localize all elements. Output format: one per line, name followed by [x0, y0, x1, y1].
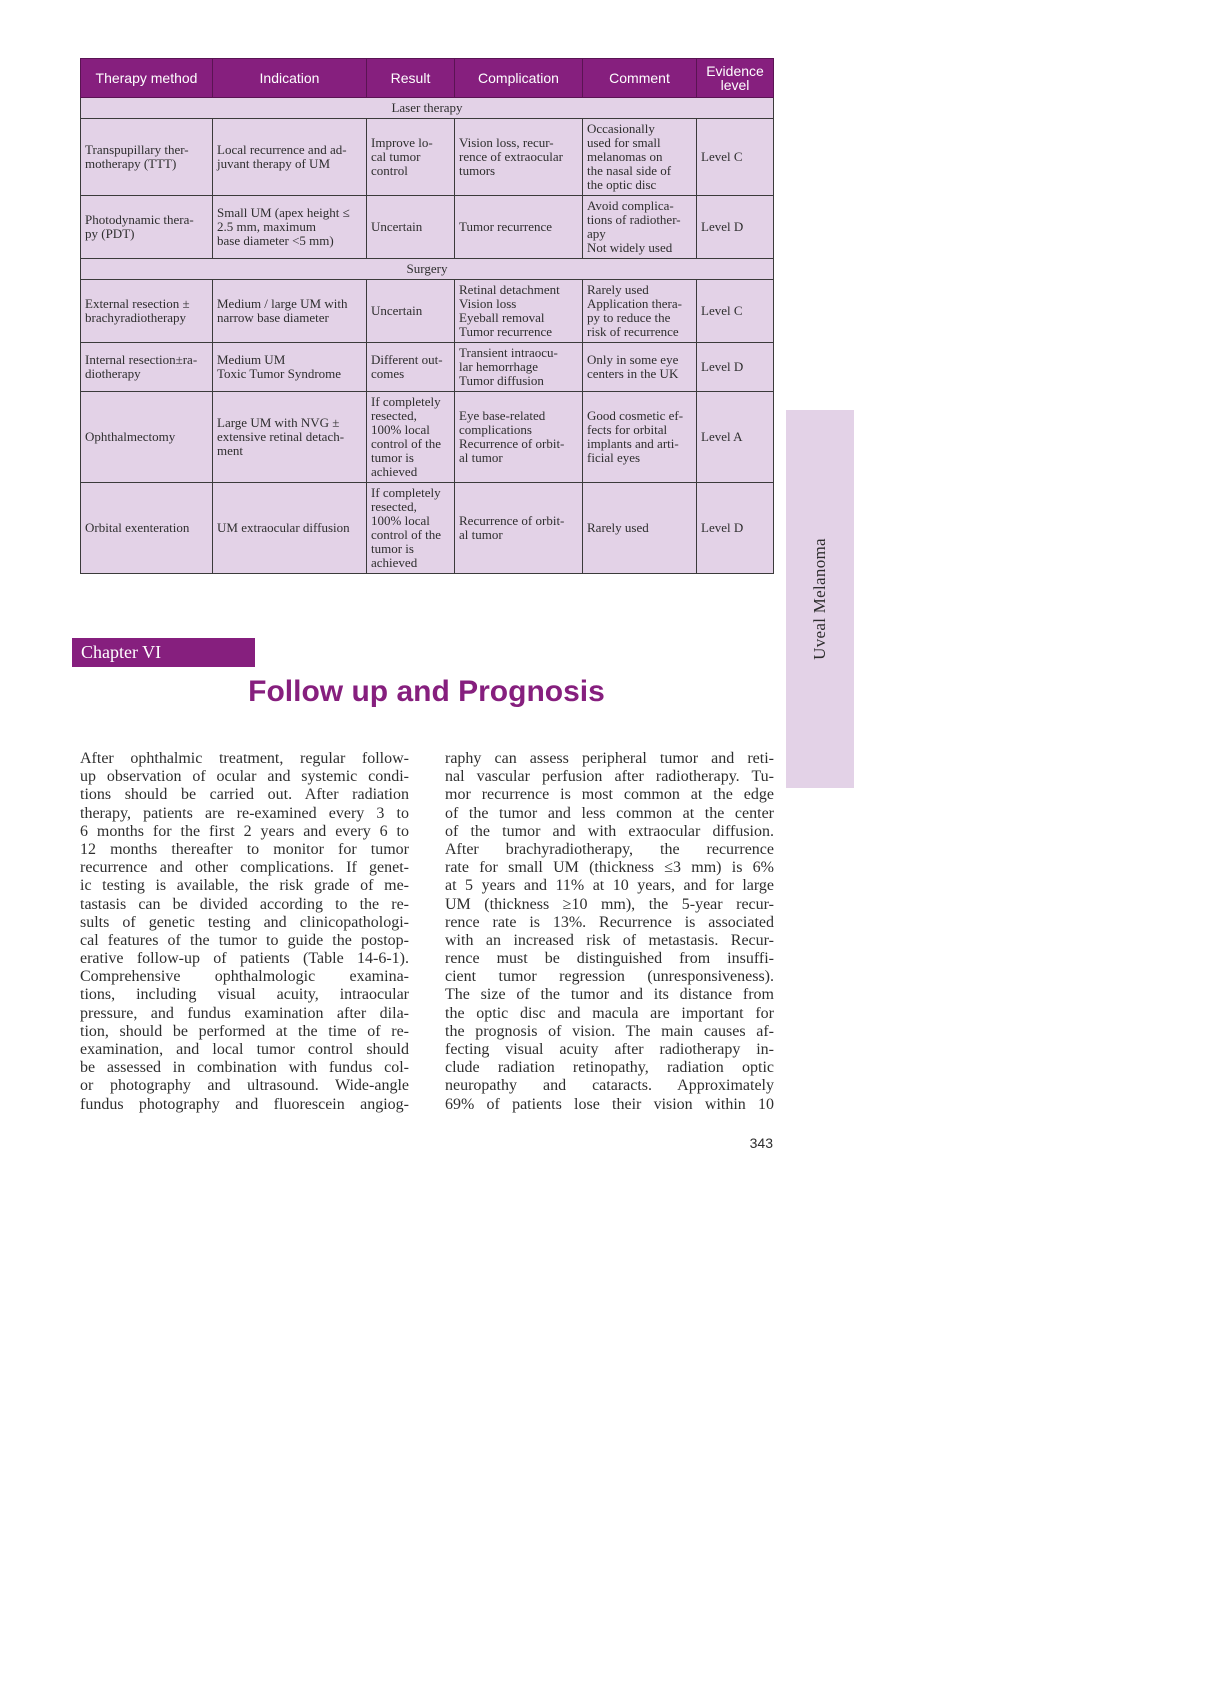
cell-comment [583, 392, 697, 483]
body-text-line: 69% of patients lose their vision within 10 [445, 1095, 774, 1113]
cell-line: lar hemorrhage [459, 359, 539, 374]
table-row [81, 483, 774, 574]
cell-line: Application thera- [587, 296, 682, 311]
cell-comment [583, 196, 697, 259]
cell-line: External resection ± [85, 296, 190, 311]
cell-line: If completely [371, 485, 441, 500]
cell-line: Level D [701, 520, 744, 535]
cell-line: achieved [371, 464, 418, 479]
cell-line: al tumor [459, 527, 503, 542]
cell-line: Level D [701, 219, 744, 234]
body-text-line: raphy can assess peripheral tumor and reti- [445, 750, 774, 767]
cell-line: Uncertain [371, 303, 423, 318]
body-text-line: cient tumor regression (unresponsiveness). [445, 968, 774, 986]
cell-line: UM extraocular diffusion [217, 520, 350, 535]
cell-line: 100% local [371, 422, 430, 437]
cell-line: Occasionally [587, 121, 655, 136]
body-text-line: fecting visual acuity after radiotherapy in- [445, 1041, 774, 1058]
cell-line: tumor is [371, 541, 414, 556]
cell-line: tumors [459, 163, 496, 178]
cell-complication [455, 483, 583, 574]
cell-line: ficial eyes [587, 450, 641, 465]
cell-line: Photodynamic thera- [85, 212, 194, 227]
cell-line: Avoid complica- [587, 198, 674, 213]
cell-indication [213, 392, 367, 483]
cell-line: Recurrence of orbit- [459, 436, 565, 451]
cell-line: the optic disc [587, 177, 657, 192]
body-text-line: at 5 years and 11% at 10 years, and for large [445, 877, 774, 895]
cell-line: al tumor [459, 450, 503, 465]
cell-result [367, 483, 455, 574]
cell-comment [583, 280, 697, 343]
cell-line: Eyeball removal [459, 310, 545, 325]
cell-line: motherapy (TTT) [85, 156, 177, 171]
cell-line: tumor is [371, 450, 414, 465]
cell-evidence-level [697, 119, 774, 196]
cell-line: diotherapy [85, 366, 141, 381]
cell-line: apy [587, 226, 606, 241]
body-text-line: The size of the tumor and its distance from [445, 986, 774, 1004]
body-text-line: rence must be distinguished from insuffi- [445, 950, 774, 968]
cell-line: comes [371, 366, 405, 381]
cell-result [367, 392, 455, 483]
cell-line: complications [459, 422, 532, 437]
body-text-line: the optic disc and macula are important for [445, 1004, 774, 1022]
page-number: 343 [749, 1135, 773, 1151]
cell-indication [213, 119, 367, 196]
body-text-line: recurrence and other complications. If genet- [80, 859, 409, 877]
section-title: Laser therapy [81, 98, 774, 119]
cell-line: Tumor diffusion [459, 373, 544, 388]
body-text-line: the prognosis of vision. The main causes af- [445, 1022, 774, 1040]
body-text-line: 6 months for the first 2 years and every 6 to [80, 822, 409, 840]
body-text-line: tion, should be performed at the time of re- [80, 1022, 409, 1040]
body-text-line: up observation of ocular and systemic condi- [80, 768, 409, 786]
cell-line: resected, [371, 499, 417, 514]
cell-line: the nasal side of [587, 163, 672, 178]
cell-line: Rarely used [587, 282, 649, 297]
body-text-line: tions, including visual acuity, intraocular [80, 986, 409, 1004]
cell-line: Local recurrence and ad- [217, 142, 347, 157]
cell-line: ment [217, 443, 243, 458]
cell-line: 2.5 mm, maximum [217, 219, 316, 234]
cell-line: py (PDT) [85, 226, 135, 241]
table-row [81, 280, 774, 343]
cell-line: cal tumor [371, 149, 421, 164]
header-indication: Indication [213, 59, 367, 98]
header-therapy-method: Therapy method [81, 59, 213, 98]
cell-therapy-method [81, 392, 213, 483]
body-text-line: sults of genetic testing and clinicopathologi- [80, 913, 409, 931]
cell-comment [583, 119, 697, 196]
cell-line: implants and arti- [587, 436, 679, 451]
body-text-line: therapy, patients are re-examined every 3 to [80, 804, 409, 822]
body-text-line: After ophthalmic treatment, regular follow- [80, 750, 409, 767]
cell-indication [213, 483, 367, 574]
cell-line: If completely [371, 394, 441, 409]
cell-line: Different out- [371, 352, 443, 367]
cell-line: Eye base-related [459, 408, 546, 423]
cell-indication [213, 196, 367, 259]
body-text-line: cal features of the tumor to guide the postop- [80, 931, 409, 949]
header-comment: Comment [583, 59, 697, 98]
cell-line: Retinal detachment [459, 282, 560, 297]
section-row [81, 98, 774, 119]
cell-line: py to reduce the [587, 310, 671, 325]
body-column-right [445, 750, 774, 1114]
cell-evidence-level [697, 280, 774, 343]
cell-line: Medium / large UM with [217, 296, 348, 311]
cell-result [367, 280, 455, 343]
cell-line: Improve lo- [371, 135, 433, 150]
table-row [81, 196, 774, 259]
cell-complication [455, 343, 583, 392]
body-text-line: clude radiation retinopathy, radiation optic [445, 1059, 774, 1077]
header-complication: Complication [455, 59, 583, 98]
cell-evidence-level [697, 343, 774, 392]
cell-line: Good cosmetic ef- [587, 408, 684, 423]
cell-line: Transient intraocu- [459, 345, 558, 360]
cell-line: juvant therapy of UM [217, 156, 331, 171]
body-text-line: fundus photography and fluorescein angiog- [80, 1095, 409, 1113]
cell-complication [455, 196, 583, 259]
cell-line: Tumor recurrence [459, 219, 553, 234]
cell-indication [213, 343, 367, 392]
cell-line: Level C [701, 149, 743, 164]
section-row [81, 259, 774, 280]
table-body [81, 98, 774, 574]
cell-line: Small UM (apex height ≤ [217, 205, 350, 220]
cell-line: narrow base diameter [217, 310, 329, 325]
cell-line: Vision loss, recur- [459, 135, 554, 150]
side-tab [786, 410, 854, 788]
cell-line: Large UM with NVG ± [217, 415, 340, 430]
cell-line: Level D [701, 359, 744, 374]
cell-line: resected, [371, 408, 417, 423]
cell-line: centers in the UK [587, 366, 679, 381]
chapter-label: Chapter VI [72, 638, 255, 667]
body-text-line: examination, and local tumor control should [80, 1041, 409, 1058]
cell-line: achieved [371, 555, 418, 570]
therapy-table-wrapper [80, 58, 773, 574]
body-text-line: be assessed in combination with fundus col- [80, 1059, 409, 1077]
cell-line: Vision loss [459, 296, 517, 311]
cell-line: fects for orbital [587, 422, 668, 437]
table-row [81, 392, 774, 483]
cell-therapy-method [81, 280, 213, 343]
cell-line: Recurrence of orbit- [459, 513, 565, 528]
side-tab-label: Uveal Melanoma [810, 538, 829, 660]
cell-line: control of the [371, 436, 442, 451]
body-text-line: mor recurrence is most common at the edge [445, 786, 774, 804]
cell-comment [583, 483, 697, 574]
body-column-left [80, 750, 409, 1114]
table-row [81, 119, 774, 196]
cell-therapy-method [81, 196, 213, 259]
cell-line: Orbital exenteration [85, 520, 190, 535]
cell-line: Tumor recurrence [459, 324, 553, 339]
cell-line: Uncertain [371, 219, 423, 234]
cell-line: extensive retinal detach- [217, 429, 345, 444]
cell-evidence-level [697, 483, 774, 574]
cell-therapy-method [81, 483, 213, 574]
cell-line: Only in some eye [587, 352, 679, 367]
cell-evidence-level [697, 196, 774, 259]
table-header-row [81, 59, 774, 98]
cell-line: Not widely used [587, 240, 673, 255]
cell-line: base diameter <5 mm) [217, 233, 334, 248]
cell-line: Level C [701, 303, 743, 318]
cell-line: Internal resection±ra- [85, 352, 198, 367]
cell-line: rence of extraocular [459, 149, 563, 164]
body-text-line: of the tumor and less common at the center [445, 804, 774, 822]
cell-therapy-method [81, 119, 213, 196]
cell-evidence-level [697, 392, 774, 483]
chapter-title: Follow up and Prognosis [248, 675, 605, 708]
cell-line: 100% local [371, 513, 430, 528]
cell-comment [583, 343, 697, 392]
cell-complication [455, 392, 583, 483]
cell-line: Level A [701, 429, 743, 444]
cell-line: control of the [371, 527, 442, 542]
body-text-line: UM (thickness ≥10 mm), the 5-year recur- [445, 895, 774, 913]
body-text-line: rence rate is 13%. Recurrence is associated [445, 913, 774, 931]
cell-line: brachyradiotherapy [85, 310, 187, 325]
table-row [81, 343, 774, 392]
header-evidence-level: Evidence level [697, 59, 774, 98]
body-text-line: neuropathy and cataracts. Approximately [445, 1077, 774, 1095]
body-text-line: or photography and ultrasound. Wide-angle [80, 1077, 409, 1095]
cell-line: tions of radiother- [587, 212, 681, 227]
cell-line: Ophthalmectomy [85, 429, 176, 444]
cell-line: Rarely used [587, 520, 649, 535]
cell-result [367, 343, 455, 392]
cell-line: Medium UM [217, 352, 286, 367]
body-text-line: 12 months thereafter to monitor for tumor [80, 840, 409, 858]
cell-complication [455, 119, 583, 196]
body-text-line: with an increased risk of metastasis. Recur- [445, 931, 774, 949]
cell-complication [455, 280, 583, 343]
cell-result [367, 196, 455, 259]
body-text-line: Comprehensive ophthalmologic examina- [80, 968, 409, 986]
header-result: Result [367, 59, 455, 98]
section-title: Surgery [81, 259, 774, 280]
body-text-line: rate for small UM (thickness ≤3 mm) is 6% [445, 859, 774, 877]
cell-line: Transpupillary ther- [85, 142, 189, 157]
therapy-table [80, 58, 774, 574]
cell-line: used for small [587, 135, 661, 150]
cell-therapy-method [81, 343, 213, 392]
cell-result [367, 119, 455, 196]
body-text-line: After brachyradiotherapy, the recurrence [445, 840, 774, 858]
body-text-line: nal vascular perfusion after radiotherapy. Tu- [445, 768, 774, 786]
body-text-line: of the tumor and with extraocular diffusion. [445, 822, 774, 840]
cell-line: control [371, 163, 408, 178]
cell-line: Toxic Tumor Syndrome [217, 366, 342, 381]
body-text-line: ic testing is available, the risk grade of me- [80, 877, 409, 895]
cell-indication [213, 280, 367, 343]
cell-line: melanomas on [587, 149, 663, 164]
cell-line: risk of recurrence [587, 324, 679, 339]
body-text-line: erative follow-up of patients (Table 14-6-1). [80, 950, 409, 968]
body-text-line: pressure, and fundus examination after dila- [80, 1004, 409, 1022]
body-text-line: tastasis can be divided according to the re- [80, 895, 409, 913]
body-text-line: tions should be carried out. After radiation [80, 786, 409, 804]
